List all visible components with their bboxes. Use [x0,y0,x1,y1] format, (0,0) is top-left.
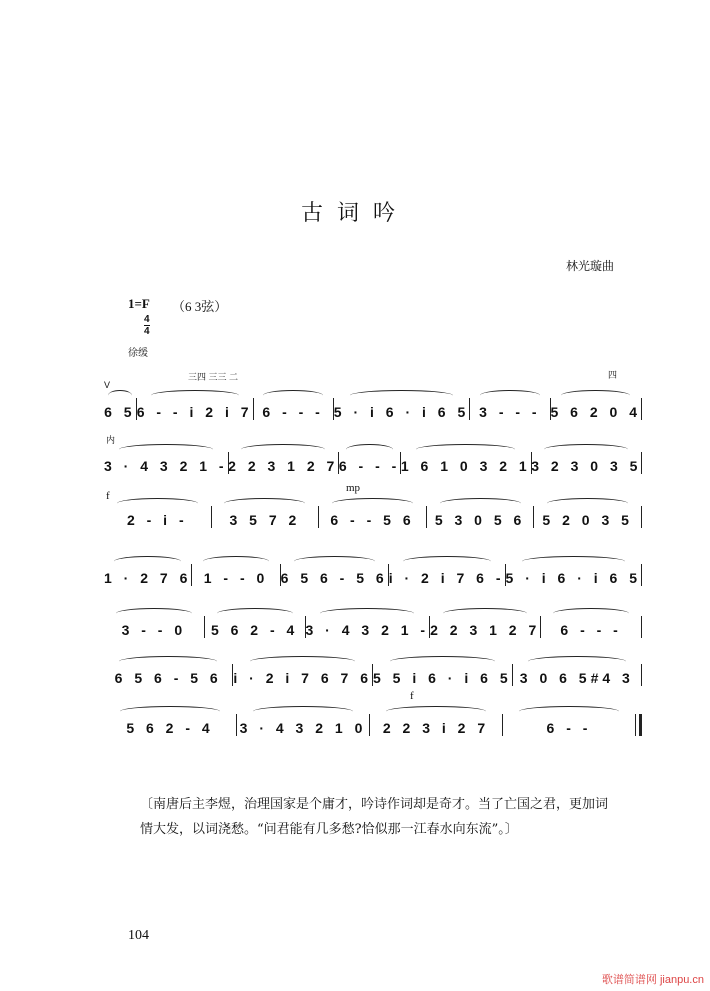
measure: i · 2 i 7 6 7 6 [233,670,372,686]
fingering: 三四 三三 二 [188,372,239,382]
key-signature: 1=F [128,296,150,311]
song-title: 古词吟 [300,201,409,226]
measure: 5 6 2 - 4 [104,720,236,736]
time-sig-bottom: 4 [144,326,150,337]
fingering: 四 [608,370,618,380]
measure: 5 · i 6 · i 6 5 [505,570,641,586]
measure: i · 2 i 7 6 - [388,570,505,586]
barline [641,564,642,586]
measure: 3 - - 0 [104,622,204,638]
barline [641,664,642,686]
measure: 3 2 3 0 3 5 [531,458,642,474]
measure: 5 · i 6 · i 6 5 [333,404,470,420]
measure: 1 - - 0 [192,570,279,586]
barline [641,452,642,474]
composer: 林光璇曲 [566,259,615,273]
measure: 5 2 0 3 5 [534,512,641,528]
dynamic-f: f [106,490,110,502]
barline [641,506,642,528]
measure: 3 · 4 3 2 1 0 [237,720,369,736]
tempo-marking: 徐缓 [128,348,148,359]
dynamic-mp: mp [346,482,361,494]
bow-mark: V [104,380,111,390]
barline [635,714,636,736]
barline [641,616,642,638]
measure: 6 - - - [541,622,641,638]
score-row [104,566,642,586]
measure: 6 5 6 - 5 6 [104,670,232,686]
measure: 3 0 6 5#4 3 [513,670,641,686]
measure: 3 - - - [470,404,549,420]
measure: 3 5 7 2 [212,512,319,528]
measure: 5 5 i 6 · i 6 5 [373,670,512,686]
description-line: 情大发，以词浇愁。“问君能有几多愁?恰似那一江春水向东流”。〕 [140,822,518,837]
score-row [104,716,642,736]
measure: 3 · 4 3 2 1 - [104,458,228,474]
time-signature [144,314,150,337]
measure: 5 3 0 5 6 [427,512,534,528]
watermark-url: jianpu.cn [659,974,704,986]
measure: 5 6 2 - 4 [205,622,305,638]
measure: 2 - i - [104,512,211,528]
description [140,792,680,842]
measure: 6 - - 5 6 [319,512,426,528]
measure: 5 6 2 0 4 [550,404,641,420]
measure: 6 - - - [338,458,401,474]
measure: 2 2 3 1 2 7 [228,458,339,474]
score-row [104,400,642,420]
measure: 3 · 4 3 2 1 - [305,622,430,638]
description-line: 〔南唐后主李煜，治理国家是个庸才，吟诗作词却是奇才。当了亡国之君，更加词 [140,797,609,812]
measure: 6 - - i 2 i 7 [136,404,253,420]
watermark-cn: 歌谱简谱网 [601,974,657,986]
measure: 2 2 3 i 2 7 [370,720,502,736]
measure: 6 - - [503,720,635,736]
measure: 1 · 2 7 6 [104,570,192,586]
page-number: 104 [128,928,149,943]
score-row [104,618,642,638]
dynamic-f: f [410,690,414,702]
score-row [104,508,642,528]
measure: 2 2 3 1 2 7 [430,622,541,638]
time-sig-top: 4 [144,314,150,325]
measure: 6 5 [104,404,136,420]
score-row [104,454,642,474]
position-mark: 内 [106,435,116,445]
final-barline [639,714,642,736]
measure: 6 - - - [254,404,333,420]
measure: 6 5 6 - 5 6 [280,570,388,586]
tuning: （6 3弦） [172,299,228,314]
barline [641,398,642,420]
measure: 1 6 1 0 3 2 1 [400,458,531,474]
score-row [104,666,642,686]
watermark [602,971,704,987]
